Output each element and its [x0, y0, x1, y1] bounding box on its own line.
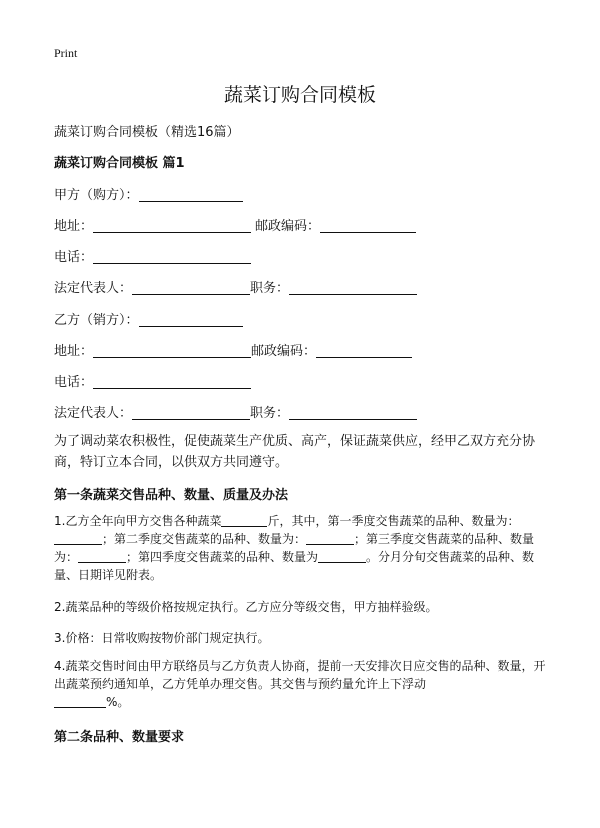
page-title: 蔬菜订购合同模板 [223, 84, 376, 106]
article-2-heading: 第二条品种、数量要求 [54, 730, 185, 745]
item-1-text-2: 斤，其中，第一季度交售蔬菜的品种、数量为： [267, 514, 520, 528]
party-b-rep-row [54, 402, 417, 421]
party-a-label: 甲方（购方）： [54, 188, 139, 203]
party-b-address-row [54, 340, 412, 359]
party-b-address-blank [93, 343, 251, 358]
party-b-position-label: 职务： [250, 406, 290, 421]
item-1-text-4: ；第三季度交售蔬菜的品种、数量为： [54, 532, 535, 564]
party-a-address-label: 地址： [54, 219, 94, 234]
item-1-blank-q1 [54, 532, 102, 545]
party-b-rep-label: 法定代表人： [54, 406, 133, 421]
party-b-phone-row [54, 371, 251, 390]
party-a-blank [139, 187, 243, 202]
party-a-phone-row [54, 246, 251, 265]
article-1-heading: 第一条蔬菜交售品种、数量、质量及办法 [54, 488, 289, 503]
party-b-row [54, 309, 243, 328]
party-a-address-blank [93, 218, 251, 233]
item-1-text-6: 。分月分旬交售蔬菜的品种、数量、日期详见附表。 [54, 550, 535, 582]
party-a-postcode-blank [320, 218, 416, 233]
party-a-position-label: 职务： [250, 281, 290, 296]
item-4-text-2: %。 [106, 695, 130, 709]
party-b-postcode-blank [316, 343, 412, 358]
article-1-item-1 [54, 512, 554, 584]
party-b-address-label: 地址： [54, 344, 94, 359]
party-a-row [54, 184, 243, 203]
item-1-blank-q4 [318, 550, 366, 563]
section-heading: 蔬菜订购合同模板 篇1 [54, 156, 185, 171]
item-4-blank-percent [54, 695, 106, 708]
party-a-phone-blank [93, 249, 251, 264]
party-a-address-row [54, 215, 416, 234]
party-a-rep-blank [132, 280, 250, 295]
party-a-postcode-label: 邮政编码： [255, 219, 321, 234]
party-b-phone-blank [93, 374, 251, 389]
intro-paragraph: 为了调动菜农积极性，促使蔬菜生产优质、高产，保证蔬菜供应，经甲乙双方充分协商，特订立本合同，以供双方共同遵守。 [54, 434, 536, 470]
article-1-item-4 [54, 657, 554, 711]
article-1-item-2: 2.蔬菜品种的等级价格按规定执行。乙方应分等级交售，甲方抽样验级。 [54, 600, 438, 614]
item-1-blank-q2 [306, 532, 354, 545]
party-b-blank [139, 312, 243, 327]
print-link[interactable]: Print [54, 46, 78, 60]
party-b-phone-label: 电话： [54, 375, 94, 390]
party-b-rep-blank [132, 405, 250, 420]
party-b-position-blank [289, 405, 417, 420]
document-subtitle: 蔬菜订购合同模板（精选16篇） [54, 125, 240, 140]
item-1-text-3: ；第二季度交售蔬菜的品种、数量为： [102, 532, 307, 546]
party-b-postcode-label: 邮政编码： [251, 344, 317, 359]
item-1-text-1: 1.乙方全年向甲方交售各种蔬菜 [54, 514, 222, 528]
item-4-text-1: 4.蔬菜交售时间由甲方联络员与乙方负责人协商，提前一天安排次日应交售的品种、数量，开出蔬菜预约通知单，乙方凭单办理交售。其交售与预约量允许上下浮动 [54, 659, 546, 691]
item-1-blank-q3 [78, 550, 126, 563]
party-a-position-blank [289, 280, 417, 295]
party-a-phone-label: 电话： [54, 250, 94, 265]
party-b-label: 乙方（销方）： [54, 313, 139, 328]
party-a-rep-row [54, 277, 417, 296]
item-1-blank-total [221, 514, 267, 527]
item-1-text-5: ；第四季度交售蔬菜的品种、数量为 [126, 550, 319, 564]
article-1-item-3: 3.价格：日常收购按物价部门规定执行。 [54, 631, 270, 645]
party-a-rep-label: 法定代表人： [54, 281, 133, 296]
